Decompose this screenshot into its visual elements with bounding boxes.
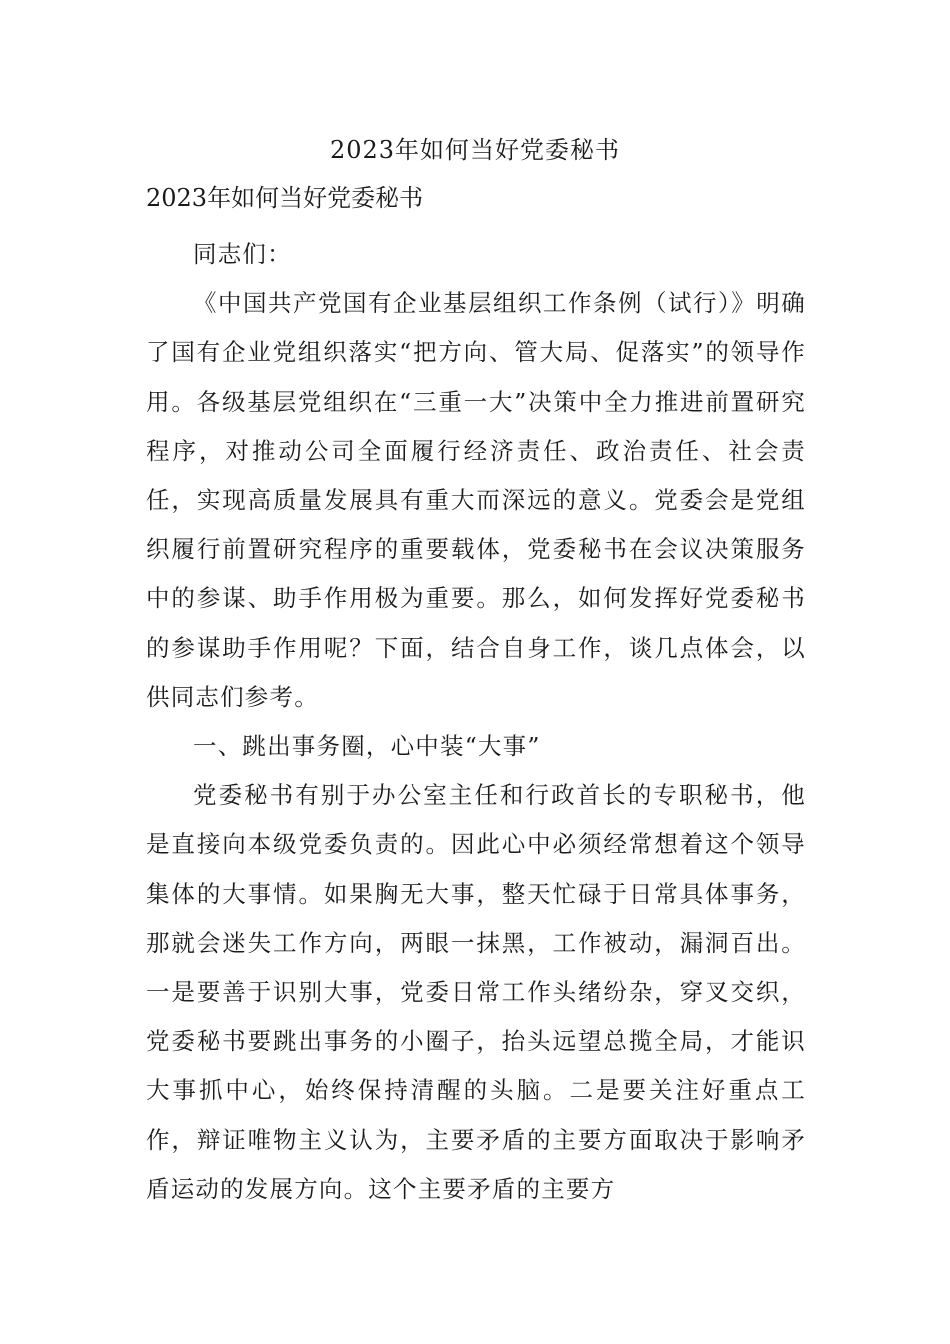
salutation-paragraph: 同志们： <box>193 240 292 268</box>
document-body <box>146 230 806 1214</box>
section-heading: 一、跳出事务圈，心中装“大事” <box>193 732 541 761</box>
document-title: 2023年如何当好党委秘书 <box>329 136 621 164</box>
section-paragraph: 党委秘书有别于办公室主任和行政首长的专职秘书，他是直接向本级党委负责的。因此心中必须经常想着这个领导集体的大事情。如果胸无大事，整天忙碌于日常具体事务，那就会迷失工作方向，两眼一抹黑，工作被动，漏洞百出。一是要善于识别大事，党委日常工作头绪纷杂，穿叉交织，党委秘书要跳出事务的小圈子，抬头远望总揽全局，才能识大事抓中心，始终保持清醒的头脑。二是要关注好重点工作，辩证唯物主义认为，主要矛盾的主要方面取决于影响矛盾运动的发展方向。这个主要矛盾的主要方 <box>146 781 806 1203</box>
intro-paragraph: 《中国共产党国有企业基层组织工作条例（试行）》明确了国有企业党组织落实“把方向、管大局、促落实”的领导作用。各级基层党组织在“三重一大”决策中全力推进前置研究程序，对推动公司全面履行经济责任、政治责任、社会责任，实现高质量发展具有重大而深远的意义。党委会是党组织履行前置研究程序的重要载体，党委秘书在会议决策服务中的参谋、助手作用极为重要。那么，如何发挥好党委秘书的参谋助手作用呢？下面，结合自身工作，谈几点体会，以供同志们参考。 <box>146 289 806 711</box>
document-subtitle: 2023年如何当好党委秘书 <box>146 184 424 212</box>
